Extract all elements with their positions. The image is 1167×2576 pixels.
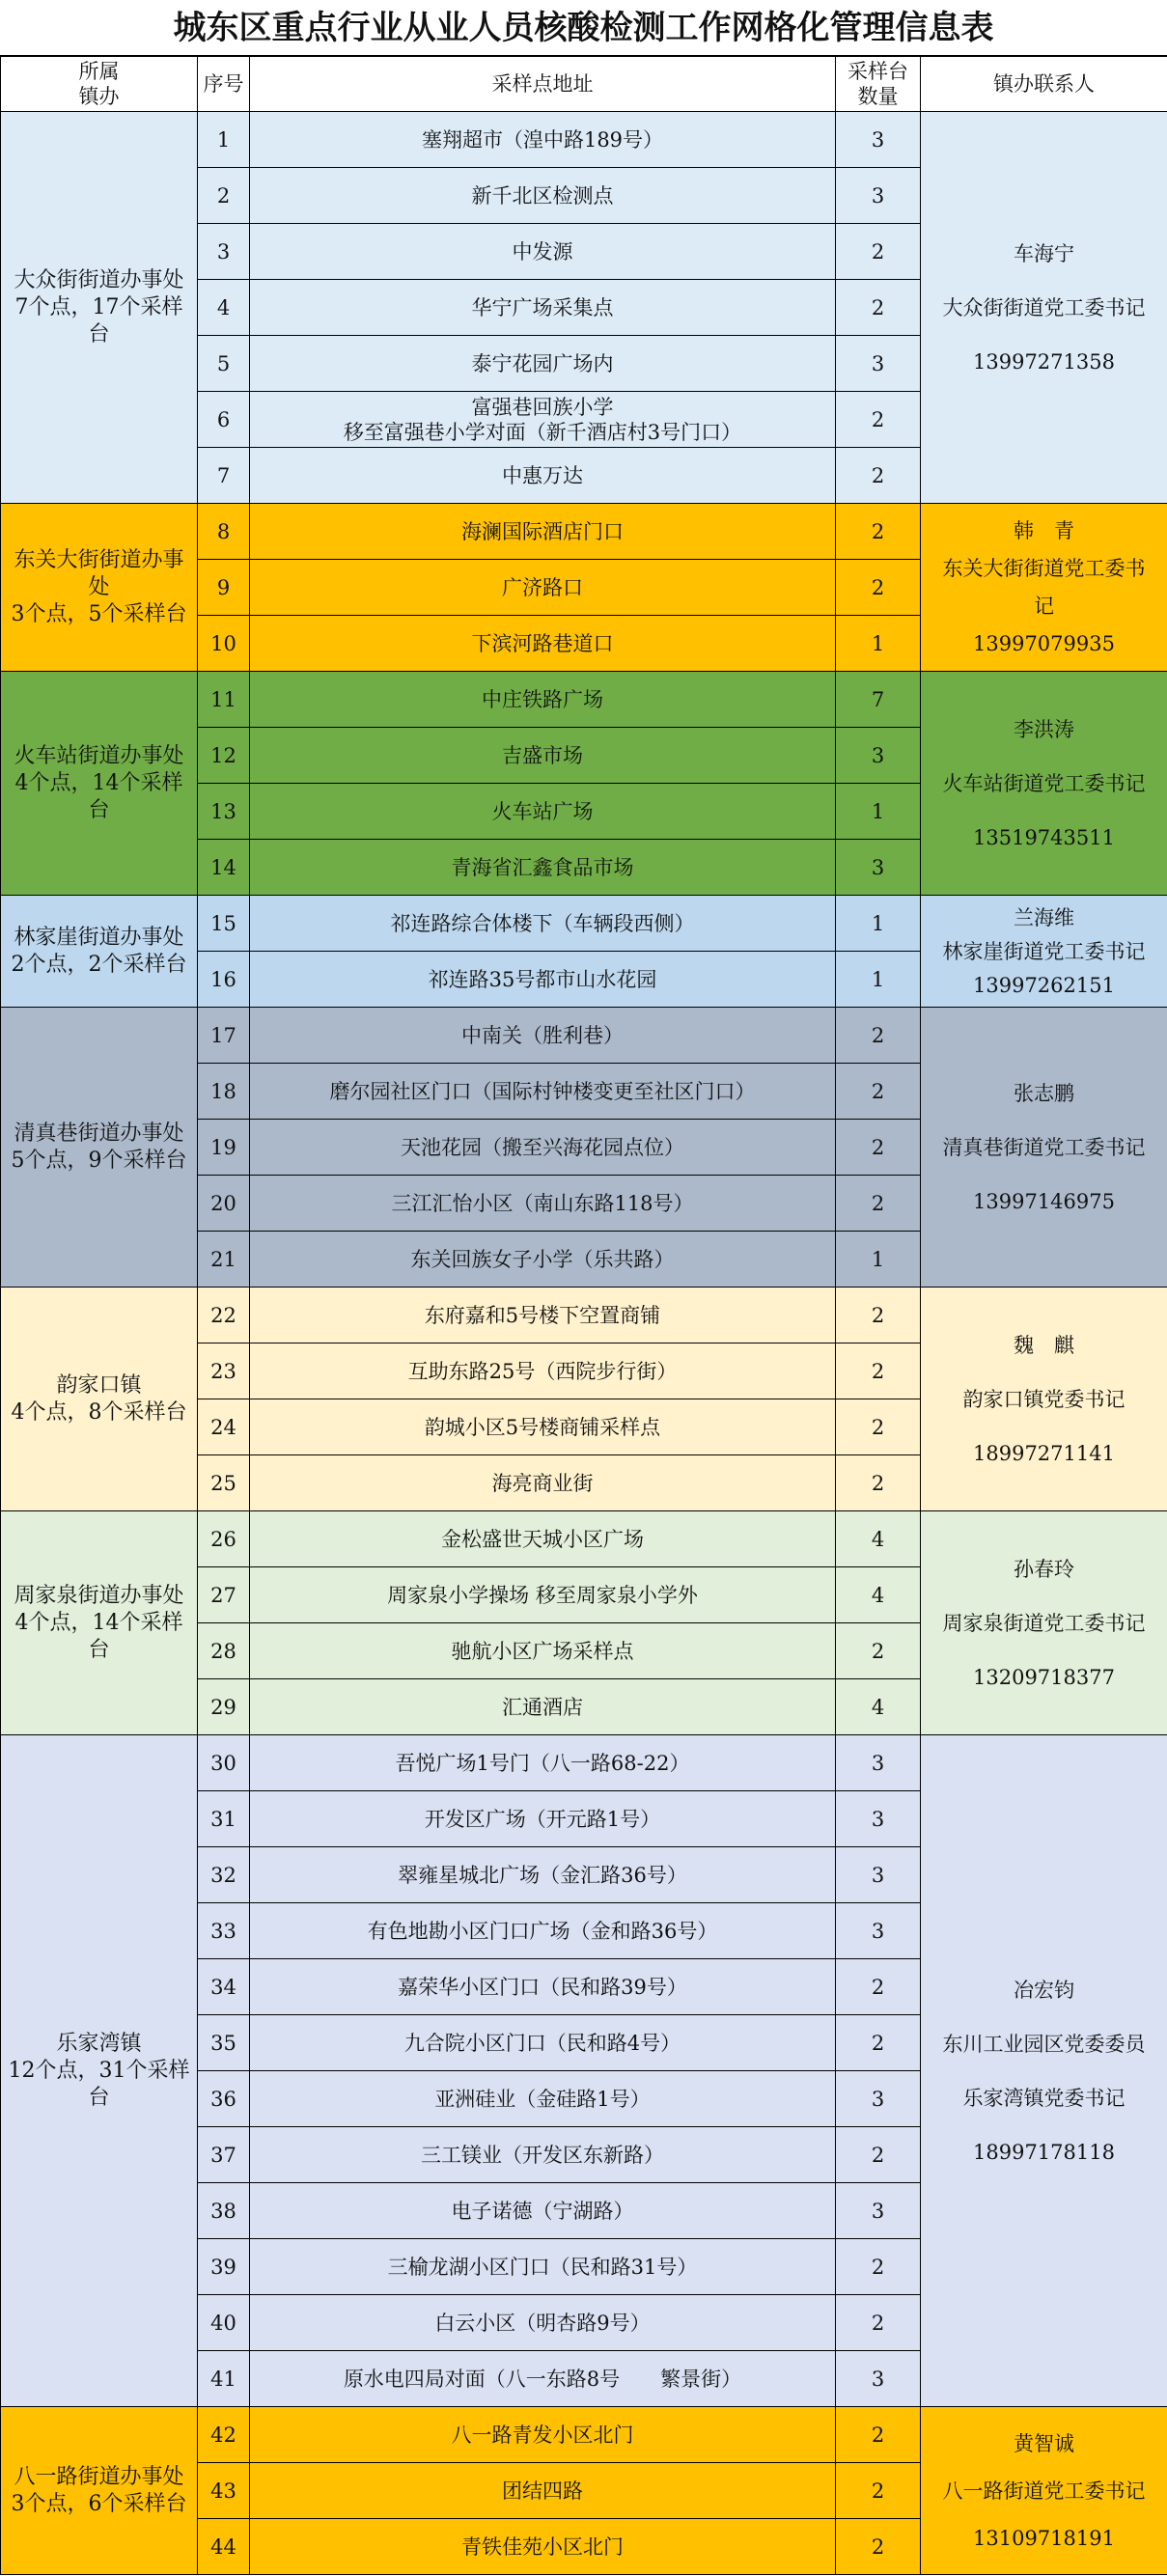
count-cell: 2: [836, 280, 921, 336]
district-line: 东关大街街道办事: [14, 547, 184, 572]
contact-cell: [921, 1288, 1167, 1511]
seq-cell: 43: [198, 2463, 250, 2519]
seq-cell: 6: [198, 392, 250, 448]
district-line: 3个点，5个采样台: [11, 601, 187, 626]
contact-line: 张志鹏: [1014, 1081, 1074, 1105]
address-line: 中惠万达: [502, 463, 583, 487]
contact-line: 13997271358: [973, 349, 1115, 374]
address-cell: [250, 224, 836, 280]
address-line: 海澜国际酒店门口: [461, 519, 624, 543]
seq-cell: 31: [198, 1791, 250, 1847]
contact-line: 孙春玲: [1014, 1557, 1074, 1581]
contact-line: 周家泉街道党工委书记: [942, 1611, 1146, 1635]
contact-line: 13997262151: [973, 973, 1115, 997]
count-cell: 3: [836, 2071, 921, 2127]
seq-cell: 11: [198, 672, 250, 728]
count-cell: 2: [836, 448, 921, 504]
address-line: 火车站广场: [491, 799, 594, 823]
address-line: 电子诺德（宁湖路）: [451, 2199, 634, 2223]
address-cell: [250, 1567, 836, 1623]
page-title: 城东区重点行业从业人员核酸检测工作网格化管理信息表: [0, 0, 1167, 56]
count-cell: 4: [836, 1567, 921, 1623]
contact-line: 火车站街道党工委书记: [942, 771, 1146, 795]
count-cell: 2: [836, 2015, 921, 2071]
seq-cell: 34: [198, 1959, 250, 2015]
count-cell: 2: [836, 1008, 921, 1064]
address-line: 翠雍星城北广场（金汇路36号）: [398, 1863, 687, 1887]
district-line: 林家崖街道办事处: [14, 925, 184, 950]
contact-line: 八一路街道党工委书记: [942, 2479, 1146, 2503]
address-cell: [250, 1399, 836, 1455]
address-line: 团结四路: [502, 2479, 583, 2503]
contact-line: 18997178118: [973, 2140, 1115, 2164]
contact-cell: [921, 896, 1167, 1008]
seq-cell: 27: [198, 1567, 250, 1623]
address-cell: [250, 728, 836, 784]
address-cell: [250, 2407, 836, 2463]
contact-line: 13997079935: [973, 632, 1115, 655]
district-line: 周家泉街道办事处: [14, 1583, 184, 1608]
address-line: 塞翔超市（湟中路189号）: [421, 127, 664, 152]
seq-cell: 15: [198, 896, 250, 952]
seq-cell: 44: [198, 2519, 250, 2575]
address-line: 三工镁业（开发区东新路）: [421, 2143, 664, 2167]
address-line: 祁连路35号都市山水花园: [428, 967, 657, 991]
seq-cell: 24: [198, 1399, 250, 1455]
address-cell: [250, 2295, 836, 2351]
contact-line: 大众街街道党工委书记: [942, 295, 1146, 319]
contact-line: 车海宁: [1014, 241, 1074, 265]
seq-cell: 7: [198, 448, 250, 504]
count-cell: 3: [836, 728, 921, 784]
contact-line: 韩 青: [1014, 519, 1074, 542]
address-cell: [250, 2351, 836, 2407]
contact-line: 13109718191: [973, 2526, 1115, 2550]
district-cell: [1, 504, 198, 672]
table-row: [1, 2407, 1167, 2463]
address-cell: [250, 2071, 836, 2127]
district-cell: [1, 1511, 198, 1735]
header-district: 所属 镇办: [1, 57, 198, 112]
address-cell: [250, 896, 836, 952]
count-cell: 3: [836, 2183, 921, 2239]
address-cell: [250, 504, 836, 560]
address-cell: [250, 1623, 836, 1679]
address-cell: [250, 560, 836, 616]
seq-cell: 17: [198, 1008, 250, 1064]
contact-line: 兰海维: [1014, 905, 1074, 929]
seq-cell: 26: [198, 1511, 250, 1567]
address-cell: [250, 2239, 836, 2295]
count-cell: 2: [836, 1959, 921, 2015]
seq-cell: 5: [198, 336, 250, 392]
address-cell: [250, 448, 836, 504]
count-cell: 2: [836, 1343, 921, 1399]
count-cell: 3: [836, 840, 921, 896]
seq-cell: 29: [198, 1679, 250, 1735]
address-line: 中发源: [512, 239, 573, 263]
address-line: 东府嘉和5号楼下空置商铺: [424, 1303, 661, 1327]
contact-line: 李洪涛: [1014, 717, 1074, 741]
address-line: 磨尔园社区门口（国际村钟楼变更至社区门口）: [329, 1079, 756, 1103]
address-line: 驰航小区广场采样点: [451, 1639, 634, 1663]
address-line: 白云小区（明杏路9号）: [434, 2311, 651, 2335]
table-row: [1, 896, 1167, 952]
district-cell: [1, 896, 198, 1008]
count-cell: 2: [836, 1120, 921, 1176]
address-line: 富强巷回族小学: [471, 395, 614, 419]
count-cell: 2: [836, 2407, 921, 2463]
seq-cell: 33: [198, 1903, 250, 1959]
seq-cell: 18: [198, 1064, 250, 1120]
address-cell: [250, 784, 836, 840]
seq-cell: 12: [198, 728, 250, 784]
address-line: 吉盛市场: [502, 743, 583, 767]
count-cell: 2: [836, 1623, 921, 1679]
seq-cell: 25: [198, 1455, 250, 1511]
table-row: [1, 1735, 1167, 1791]
seq-cell: 39: [198, 2239, 250, 2295]
address-line: 中庄铁路广场: [482, 687, 603, 711]
count-cell: 3: [836, 1735, 921, 1791]
district-line: 台: [88, 321, 110, 346]
seq-cell: 40: [198, 2295, 250, 2351]
address-cell: [250, 1288, 836, 1343]
address-cell: [250, 392, 836, 448]
address-line: 八一路青发小区北门: [451, 2423, 634, 2447]
address-cell: [250, 1903, 836, 1959]
contact-line: 13519743511: [973, 825, 1115, 849]
contact-line: 记: [1034, 595, 1054, 618]
address-line: 九合院小区门口（民和路4号）: [403, 2031, 681, 2055]
contact-cell: [921, 1511, 1167, 1735]
seq-cell: 28: [198, 1623, 250, 1679]
count-cell: 1: [836, 616, 921, 672]
table-row: [1, 1288, 1167, 1343]
district-line: 5个点，9个采样台: [11, 1148, 187, 1173]
address-line: 海亮商业街: [491, 1471, 594, 1495]
district-line: 2个点，2个采样台: [11, 952, 187, 977]
address-cell: [250, 2015, 836, 2071]
table-row: [1, 672, 1167, 728]
address-cell: [250, 616, 836, 672]
address-cell: [250, 168, 836, 224]
count-cell: 2: [836, 2463, 921, 2519]
contact-cell: [921, 2407, 1167, 2575]
seq-cell: 8: [198, 504, 250, 560]
address-cell: [250, 336, 836, 392]
contact-line: 13209718377: [973, 1665, 1115, 1689]
seq-cell: 2: [198, 168, 250, 224]
district-line: 处: [88, 574, 110, 599]
count-cell: 2: [836, 560, 921, 616]
address-line: 有色地勘小区门口广场（金和路36号）: [367, 1919, 718, 1943]
contact-cell: [921, 1735, 1167, 2407]
count-cell: 2: [836, 1399, 921, 1455]
contact-cell: [921, 672, 1167, 896]
count-cell: 2: [836, 1288, 921, 1343]
count-cell: 2: [836, 2519, 921, 2575]
district-line: 台: [88, 797, 110, 822]
seq-cell: 37: [198, 2127, 250, 2183]
seq-cell: 9: [198, 560, 250, 616]
address-line: 广济路口: [502, 575, 583, 599]
seq-cell: 3: [198, 224, 250, 280]
address-cell: [250, 2183, 836, 2239]
contact-cell: [921, 112, 1167, 504]
district-line: 12个点，31个采样: [8, 2058, 190, 2083]
district-line: 4个点，8个采样台: [11, 1399, 187, 1425]
count-cell: 2: [836, 2295, 921, 2351]
district-cell: [1, 1735, 198, 2407]
district-line: 台: [88, 1637, 110, 1662]
seq-cell: 42: [198, 2407, 250, 2463]
district-line: 4个点，14个采样: [14, 1610, 183, 1635]
count-cell: 2: [836, 392, 921, 448]
contact-line: 林家崖街道党工委书记: [942, 939, 1146, 963]
address-line: 韵城小区5号楼商铺采样点: [424, 1415, 661, 1439]
seq-cell: 23: [198, 1343, 250, 1399]
count-cell: 1: [836, 952, 921, 1008]
address-line: 青海省汇鑫食品市场: [451, 855, 634, 879]
district-line: 韵家口镇: [56, 1372, 142, 1398]
address-cell: [250, 1735, 836, 1791]
address-line: 金松盛世天城小区广场: [441, 1527, 644, 1551]
address-cell: [250, 672, 836, 728]
header-count: 采样台 数量: [836, 57, 921, 112]
district-line: 八一路街道办事处: [14, 2464, 184, 2489]
contact-line: 东川工业园区党委委员: [942, 2032, 1146, 2056]
contact-line: 黄智诚: [1014, 2431, 1074, 2455]
address-line: 移至富强巷小学对面（新千酒店村3号门口）: [343, 420, 742, 444]
seq-cell: 32: [198, 1847, 250, 1903]
table-row: [1, 1008, 1167, 1064]
address-line: 天池花园（搬至兴海花园点位）: [401, 1135, 684, 1159]
contact-line: 清真巷街道党工委书记: [942, 1135, 1146, 1159]
address-line: 开发区广场（开元路1号）: [424, 1807, 661, 1831]
contact-line: 乐家湾镇党委书记: [962, 2086, 1125, 2110]
address-line: 周家泉小学操场 移至周家泉小学外: [387, 1583, 698, 1607]
contact-line: 18997271141: [973, 1441, 1115, 1465]
table-row: [1, 112, 1167, 168]
seq-cell: 20: [198, 1176, 250, 1232]
district-line: 清真巷街道办事处: [14, 1121, 184, 1146]
count-cell: 3: [836, 2351, 921, 2407]
address-line: 嘉荣华小区门口（民和路39号）: [398, 1975, 687, 1999]
count-cell: 3: [836, 112, 921, 168]
address-cell: [250, 1232, 836, 1288]
seq-cell: 1: [198, 112, 250, 168]
count-cell: 7: [836, 672, 921, 728]
count-cell: 4: [836, 1679, 921, 1735]
address-cell: [250, 1064, 836, 1120]
address-line: 汇通酒店: [502, 1695, 583, 1719]
contact-cell: [921, 1008, 1167, 1288]
address-cell: [250, 1120, 836, 1176]
address-cell: [250, 1791, 836, 1847]
address-line: 互助东路25号（西院步行街）: [407, 1359, 678, 1383]
address-cell: [250, 952, 836, 1008]
address-line: 三榆龙湖小区门口（民和路31号）: [387, 2255, 698, 2279]
district-cell: [1, 672, 198, 896]
seq-cell: 21: [198, 1232, 250, 1288]
contact-line: 魏 麒: [1014, 1333, 1074, 1357]
count-cell: 3: [836, 168, 921, 224]
district-cell: [1, 1008, 198, 1288]
count-cell: 2: [836, 224, 921, 280]
district-line: 火车站街道办事处: [14, 743, 184, 768]
seq-cell: 38: [198, 2183, 250, 2239]
count-cell: 2: [836, 1064, 921, 1120]
district-line: 台: [88, 2085, 110, 2110]
address-line: 中南关（胜利巷）: [461, 1023, 624, 1047]
count-cell: 2: [836, 1176, 921, 1232]
header-seq: 序号: [198, 57, 250, 112]
district-line: 乐家湾镇: [56, 2031, 142, 2056]
seq-cell: 16: [198, 952, 250, 1008]
header-contact: 镇办联系人: [921, 57, 1167, 112]
address-line: 泰宁花园广场内: [471, 351, 614, 375]
seq-cell: 4: [198, 280, 250, 336]
header-row: [1, 57, 1167, 112]
address-cell: [250, 1343, 836, 1399]
address-line: 祁连路综合体楼下（车辆段西侧）: [390, 911, 695, 935]
info-table: [0, 56, 1167, 2575]
count-cell: 2: [836, 1455, 921, 1511]
table-row: [1, 504, 1167, 560]
count-cell: 1: [836, 896, 921, 952]
seq-cell: 35: [198, 2015, 250, 2071]
seq-cell: 36: [198, 2071, 250, 2127]
seq-cell: 10: [198, 616, 250, 672]
count-cell: 3: [836, 336, 921, 392]
contact-line: 冶宏钧: [1014, 1978, 1074, 2002]
contact-line: 韵家口镇党委书记: [962, 1387, 1125, 1411]
district-cell: [1, 112, 198, 504]
address-line: 三江汇怡小区（南山东路118号）: [391, 1191, 694, 1215]
address-cell: [250, 2519, 836, 2575]
count-cell: 2: [836, 504, 921, 560]
seq-cell: 41: [198, 2351, 250, 2407]
contact-line: 13997146975: [973, 1189, 1115, 1213]
contact-cell: [921, 504, 1167, 672]
contact-line: 东关大街街道党工委书: [942, 557, 1146, 580]
address-line: 华宁广场采集点: [471, 295, 614, 319]
address-cell: [250, 1008, 836, 1064]
seq-cell: 30: [198, 1735, 250, 1791]
address-line: 原水电四局对面（八一东路8号 繁景街）: [343, 2367, 742, 2391]
address-cell: [250, 2127, 836, 2183]
count-cell: 2: [836, 2239, 921, 2295]
seq-cell: 14: [198, 840, 250, 896]
address-cell: [250, 1959, 836, 2015]
address-cell: [250, 112, 836, 168]
district-line: 大众街街道办事处: [14, 267, 184, 292]
count-cell: 1: [836, 1232, 921, 1288]
address-cell: [250, 280, 836, 336]
address-cell: [250, 2463, 836, 2519]
header-address: 采样点地址: [250, 57, 836, 112]
address-line: 吾悦广场1号门（八一路68-22）: [395, 1751, 690, 1775]
address-cell: [250, 1511, 836, 1567]
address-line: 东关回族女子小学（乐共路）: [410, 1247, 675, 1271]
count-cell: 3: [836, 1903, 921, 1959]
seq-cell: 13: [198, 784, 250, 840]
count-cell: 2: [836, 2127, 921, 2183]
district-line: 3个点，6个采样台: [11, 2491, 187, 2516]
address-line: 亚洲硅业（金硅路1号）: [434, 2087, 651, 2111]
seq-cell: 19: [198, 1120, 250, 1176]
count-cell: 3: [836, 1791, 921, 1847]
address-line: 青铁佳苑小区北门: [461, 2534, 624, 2559]
district-cell: [1, 1288, 198, 1511]
address-cell: [250, 1847, 836, 1903]
seq-cell: 22: [198, 1288, 250, 1343]
district-cell: [1, 2407, 198, 2575]
address-cell: [250, 1176, 836, 1232]
table-body: [1, 112, 1167, 2575]
address-cell: [250, 1679, 836, 1735]
count-cell: 1: [836, 784, 921, 840]
count-cell: 4: [836, 1511, 921, 1567]
table-row: [1, 1511, 1167, 1567]
address-cell: [250, 840, 836, 896]
address-cell: [250, 1455, 836, 1511]
district-line: 4个点，14个采样: [14, 770, 183, 795]
address-line: 新千北区检测点: [471, 183, 614, 208]
district-line: 7个点，17个采样: [14, 294, 183, 319]
count-cell: 3: [836, 1847, 921, 1903]
address-line: 下滨河路巷道口: [471, 631, 614, 655]
